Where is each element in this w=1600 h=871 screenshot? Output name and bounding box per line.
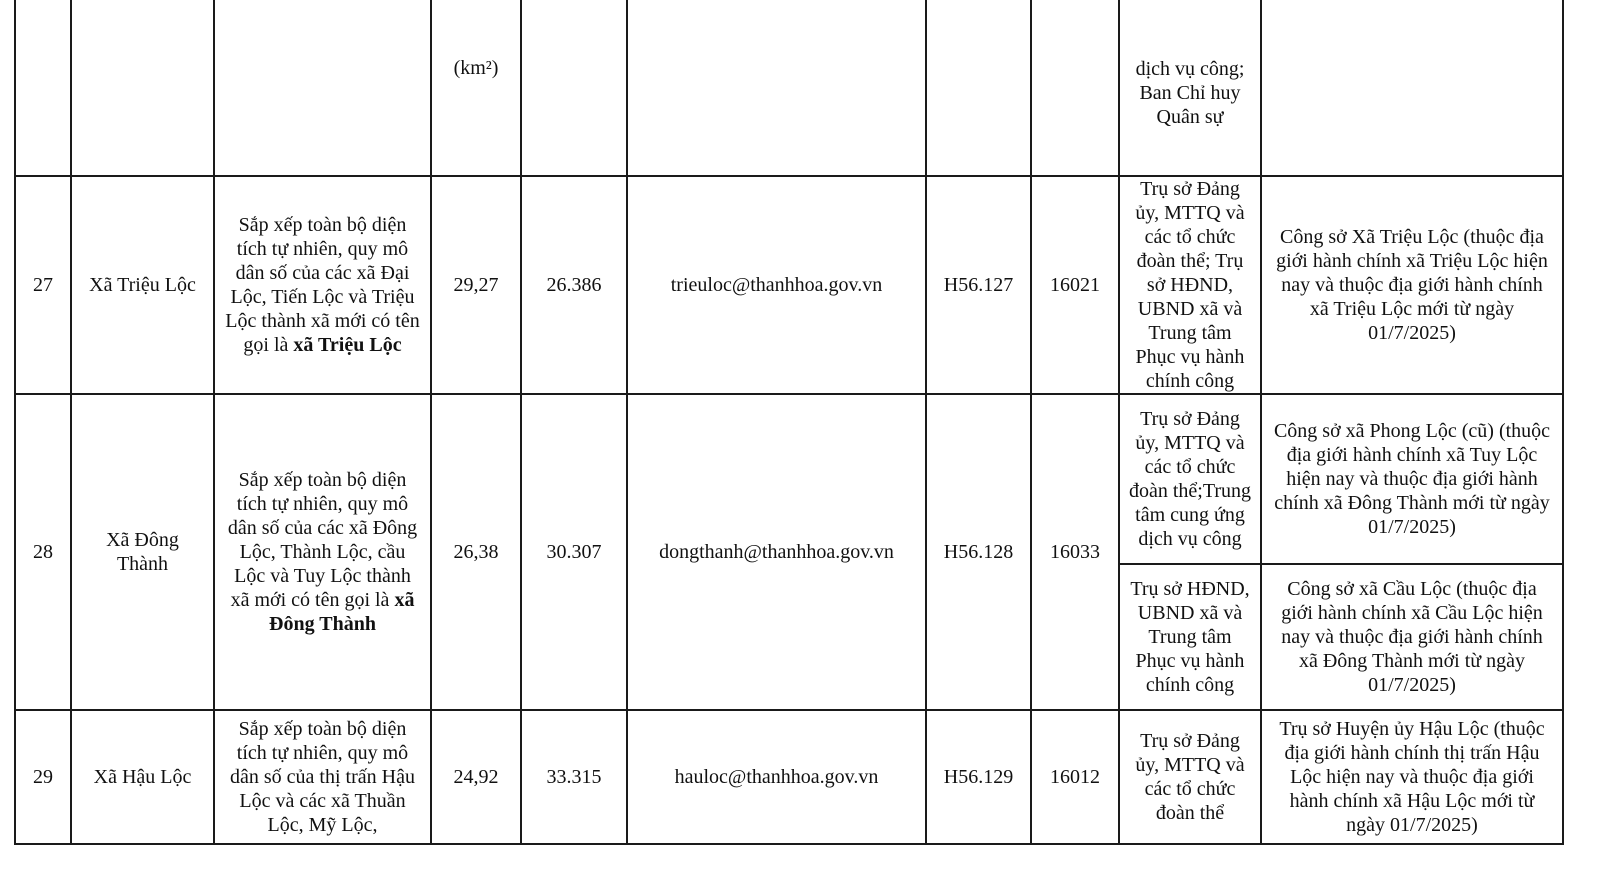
table-row-29 [15, 710, 1563, 844]
name-cell: Xã Triệu Lộc [71, 176, 214, 394]
email-cell [627, 0, 926, 176]
desc-cell [214, 0, 431, 176]
desc-cell [214, 176, 431, 394]
location-cell: Trụ sở Huyện ủy Hậu Lộc (thuộc địa giới hành chính thị trấn Hậu Lộc hiện nay và thuộc địa giới hành chính xã Hậu Lộc mới từ ngày 01/7/2025) [1261, 710, 1563, 844]
stt-cell: 29 [15, 710, 71, 844]
name-cell: Xã Đông Thành [71, 394, 214, 710]
administrative-units-table [14, 0, 1564, 845]
office-cell [1119, 0, 1261, 176]
population-cell: 30.307 [521, 394, 627, 710]
desc-new-name: xã Đông Thành [269, 589, 415, 635]
email-cell: dongthanh@thanhhoa.gov.vn [627, 394, 926, 710]
code-num-cell [1031, 0, 1119, 176]
name-cell: Xã Hậu Lộc [71, 710, 214, 844]
office-cell: Trụ sở Đảng ủy, MTTQ và các tổ chức đoàn thể; Trụ sở HĐND, UBND xã và Trung tâm Phục vụ hành chính công [1119, 176, 1261, 394]
stt-cell: 27 [15, 176, 71, 394]
code-num-cell: 16033 [1031, 394, 1119, 710]
code-num-cell: 16012 [1031, 710, 1119, 844]
code-h-cell [926, 0, 1031, 176]
office-cell: Trụ sở HĐND, UBND xã và Trung tâm Phục vụ hành chính công [1119, 564, 1261, 710]
table-row-28 [15, 394, 1563, 564]
code-num-cell: 16021 [1031, 176, 1119, 394]
desc-text: Sắp xếp toàn bộ diện tích tự nhiên, quy mô dân số của thị trấn Hậu Lộc và các xã Thuần Lộc, Mỹ Lộc, [230, 718, 415, 836]
area-cell: 26,38 [431, 394, 521, 710]
table-row-26-tail [15, 0, 1563, 176]
population-cell [521, 0, 627, 176]
stt-cell [15, 0, 71, 176]
location-cell [1261, 0, 1563, 176]
office-text: dịch vụ công; Ban Chỉ huy Quân sự [1135, 57, 1245, 128]
desc-text: Sắp xếp toàn bộ diện tích tự nhiên, quy mô dân số của các xã Đại Lộc, Tiến Lộc và Triệu Lộc thành xã mới có tên gọi là [225, 214, 420, 356]
code-h-cell: H56.127 [926, 176, 1031, 394]
code-h-cell: H56.128 [926, 394, 1031, 710]
location-cell: Công sở xã Phong Lộc (cũ) (thuộc địa giới hành chính xã Tuy Lộc hiện nay và thuộc địa giới hành chính xã Đông Thành mới từ ngày 01/7/2025) [1261, 394, 1563, 564]
desc-cell [214, 710, 431, 844]
stt-cell: 28 [15, 394, 71, 710]
desc-new-name: xã Triệu Lộc [293, 334, 402, 356]
area-cell: 29,27 [431, 176, 521, 394]
population-cell: 33.315 [521, 710, 627, 844]
office-cell: Trụ sở Đảng ủy, MTTQ và các tổ chức đoàn thể;Trung tâm cung ứng dịch vụ công [1119, 394, 1261, 564]
area-header-fragment: (km²) [453, 56, 499, 79]
area-cell [431, 0, 521, 176]
email-cell: hauloc@thanhhoa.gov.vn [627, 710, 926, 844]
desc-text: Sắp xếp toàn bộ diện tích tự nhiên, quy mô dân số của các xã Đông Lộc, Thành Lộc, cầu Lộc và Tuy Lộc thành xã mới có tên gọi là [227, 469, 418, 611]
email-cell: trieuloc@thanhhoa.gov.vn [627, 176, 926, 394]
location-cell: Công sở xã Cầu Lộc (thuộc địa giới hành chính xã Cầu Lộc hiện nay và thuộc địa giới hành chính xã Đông Thành mới từ ngày 01/7/2025) [1261, 564, 1563, 710]
population-cell: 26.386 [521, 176, 627, 394]
location-cell: Công sở Xã Triệu Lộc (thuộc địa giới hành chính xã Triệu Lộc hiện nay và thuộc địa giới hành chính xã Triệu Lộc mới từ ngày 01/7/2025) [1261, 176, 1563, 394]
area-cell: 24,92 [431, 710, 521, 844]
desc-cell [214, 394, 431, 710]
name-cell [71, 0, 214, 176]
office-cell: Trụ sở Đảng ủy, MTTQ và các tổ chức đoàn thể [1119, 710, 1261, 844]
code-h-cell: H56.129 [926, 710, 1031, 844]
table-row-27 [15, 176, 1563, 394]
